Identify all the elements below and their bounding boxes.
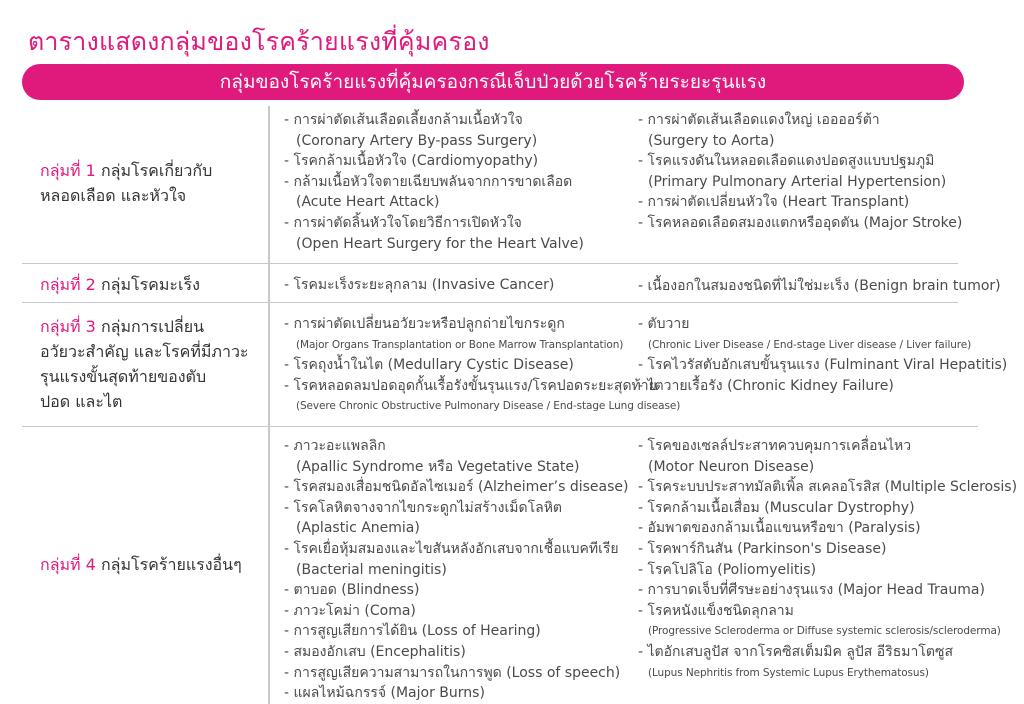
group-1-label	[40, 158, 265, 208]
group-4-right-list	[638, 436, 1017, 683]
column-divider	[268, 106, 270, 704]
banner-text: กลุ่มของโรคร้ายแรงที่คุ้มครองกรณีเจ็บป่วยด้วยโรคร้ายระยะรุนแรง	[219, 71, 767, 93]
disease-item: - โรคเยื่อหุ้มสมองและไขสันหลังอักเสบจากเชื้อแบคทีเรีย	[284, 540, 619, 557]
disease-item: - โรคถุงน้ำในไต (Medullary Cystic Disease)	[284, 357, 574, 374]
disease-item-english: (Coronary Artery By-pass Surgery)	[296, 132, 538, 149]
disease-item-english: (Lupus Nephritis from Systemic Lupus Erythematosus)	[648, 666, 929, 679]
row-divider	[22, 263, 958, 264]
disease-item-english: (Open Heart Surgery for the Heart Valve)	[296, 235, 584, 252]
disease-item: - ไตวายเรื้อรัง (Chronic Kidney Failure)	[638, 377, 894, 394]
disease-item-english: (Primary Pulmonary Arterial Hypertension)	[648, 173, 947, 190]
disease-item: - การผ่าตัดเส้นเลือดเลี้ยงกล้ามเนื้อหัวใจ	[284, 112, 523, 128]
disease-item: - การสูญเสียการได้ยิน (Loss of Hearing)	[284, 623, 541, 640]
group-title-line: กลุ่มโรคร้ายแรงอื่นๆ	[100, 555, 242, 574]
disease-item: - โรคโปลิโอ (Poliomyelitis)	[638, 561, 817, 578]
group-2-right-list	[638, 276, 1001, 297]
group-3-left-list	[284, 314, 680, 417]
disease-item-english: (Aplastic Anemia)	[296, 520, 420, 537]
disease-item: - การผ่าตัดเปลี่ยนอวัยวะหรือปลูกถ่ายไขกระดูก	[284, 316, 565, 332]
group-title-line: หลอดเลือด และหัวใจ	[40, 186, 187, 205]
group-title-line: รุนแรงขั้นสุดท้ายของตับ	[40, 367, 207, 386]
group-1-left-list	[284, 110, 584, 254]
disease-item: - โรคหลอดเลือดสมองแตกหรืออุดตัน (Major Stroke)	[638, 214, 963, 231]
disease-item: - โรคพาร์กินสัน (Parkinson's Disease)	[638, 540, 887, 557]
group-4-label	[40, 552, 265, 577]
disease-item-english: (Acute Heart Attack)	[296, 194, 440, 211]
group-2-left-list	[284, 275, 554, 296]
disease-item: - ไตอักเสบลูปัส จากโรคซิสเต็มมิค ลูปัส อีริธมาโตซูส	[638, 643, 954, 660]
group-number: กลุ่มที่ 4	[40, 555, 96, 574]
disease-item: - โรคของเซลล์ประสาทควบคุมการเคลื่อนไหว	[638, 438, 912, 454]
disease-item: - กล้ามเนื้อหัวใจตายเฉียบพลันจากการขาดเลือด	[284, 173, 573, 190]
group-title-line: กลุ่มโรคมะเร็ง	[100, 275, 200, 294]
disease-item: - อัมพาตของกล้ามเนื้อแขนหรือขา (Paralysis)	[638, 520, 921, 537]
group-1-right-list	[638, 110, 962, 234]
disease-item: - ตับวาย	[638, 316, 690, 332]
group-3-right-list	[638, 314, 1007, 396]
disease-item: - โรคมะเร็งระยะลุกลาม (Invasive Cancer)	[284, 277, 555, 293]
disease-item-english: (Apallic Syndrome หรือ Vegetative State)	[296, 458, 580, 475]
group-title-line: ปอด และไต	[40, 392, 123, 411]
disease-item: - สมองอักเสบ (Encephalitis)	[284, 643, 466, 660]
disease-item: - แผลไหม้ฉกรรจ์ (Major Burns)	[284, 685, 485, 702]
disease-item: - โรคไวรัสตับอักเสบขั้นรุนแรง (Fulminant Viral Hepatitis)	[638, 357, 1008, 374]
row-divider	[22, 302, 958, 303]
disease-item: - ตาบอด (Blindness)	[284, 582, 420, 599]
disease-item-english: (Major Organs Transplantation or Bone Marrow Transplantation)	[296, 338, 624, 351]
group-title-line: กลุ่มโรคเกี่ยวกับ	[100, 161, 213, 180]
disease-item: - เนื้องอกในสมองชนิดที่ไม่ใช่มะเร็ง (Benign brain tumor)	[638, 278, 1001, 294]
group-title-line: กลุ่มการเปลี่ยน	[100, 317, 204, 336]
row-divider	[22, 426, 978, 427]
group-title-line: อวัยวะสำคัญ และโรคที่มีภาวะ	[40, 342, 249, 361]
disease-item: - โรคระบบประสาทมัลติเพิ้ล สเคลอโรสิส (Multiple Sclerosis)	[638, 479, 1018, 496]
disease-item: - ภาวะโคม่า (Coma)	[284, 602, 416, 619]
disease-item: - โรคกล้ามเนื้อหัวใจ (Cardiomyopathy)	[284, 153, 539, 170]
disease-item: - โรคสมองเสื่อมชนิดอัลไซเมอร์ (Alzheimer’s disease)	[284, 479, 629, 496]
table-header-banner	[22, 64, 964, 100]
group-number: กลุ่มที่ 1	[40, 161, 96, 180]
group-3-label	[40, 314, 265, 414]
disease-item-english: (Bacterial meningitis)	[296, 561, 447, 578]
disease-item-english: (Surgery to Aorta)	[648, 132, 775, 149]
group-2-label	[40, 272, 265, 297]
disease-item-english: (Motor Neuron Disease)	[648, 458, 815, 475]
disease-item: - โรคโลหิตจางจากไขกระดูกไม่สร้างเม็ดโลหิต	[284, 499, 563, 516]
group-number: กลุ่มที่ 3	[40, 317, 96, 336]
disease-item: - ภาวะอะแพลลิก	[284, 438, 386, 454]
disease-item: - การผ่าตัดลิ้นหัวใจโดยวิธีการเปิดหัวใจ	[284, 214, 522, 231]
disease-item-english: (Chronic Liver Disease / End-stage Liver disease / Liver failure)	[648, 338, 972, 351]
disease-item: - การผ่าตัดเปลี่ยนหัวใจ (Heart Transplant)	[638, 194, 910, 211]
group-4-left-list	[284, 436, 628, 704]
disease-item-english: (Progressive Scleroderma or Diffuse systemic sclerosis/scleroderma)	[648, 625, 1001, 638]
disease-item-english: (Severe Chronic Obstructive Pulmonary Disease / End-stage Lung disease)	[296, 400, 681, 413]
disease-item: - การสูญเสียความสามารถในการพูด (Loss of speech)	[284, 664, 621, 681]
group-number: กลุ่มที่ 2	[40, 275, 96, 294]
page-title: ตารางแสดงกลุ่มของโรคร้ายแรงที่คุ้มครอง	[28, 27, 490, 56]
disease-item: - การบาดเจ็บที่ศีรษะอย่างรุนแรง (Major Head Trauma)	[638, 582, 985, 599]
disease-item: - โรคหลอดลมปอดอุดกั้นเรื้อรังขั้นรุนแรง/โรคปอดระยะสุดท้าย	[284, 377, 657, 394]
disease-item: - โรคกล้ามเนื้อเสื่อม (Muscular Dystrophy)	[638, 499, 915, 516]
disease-item: - การผ่าตัดเส้นเลือดแดงใหญ่ เออออร์ต้า	[638, 112, 880, 128]
disease-item: - โรคหนังแข็งชนิดลุกลาม	[638, 602, 794, 619]
disease-item: - โรคแรงดันในหลอดเลือดแดงปอดสูงแบบปฐมภูมิ	[638, 153, 935, 170]
